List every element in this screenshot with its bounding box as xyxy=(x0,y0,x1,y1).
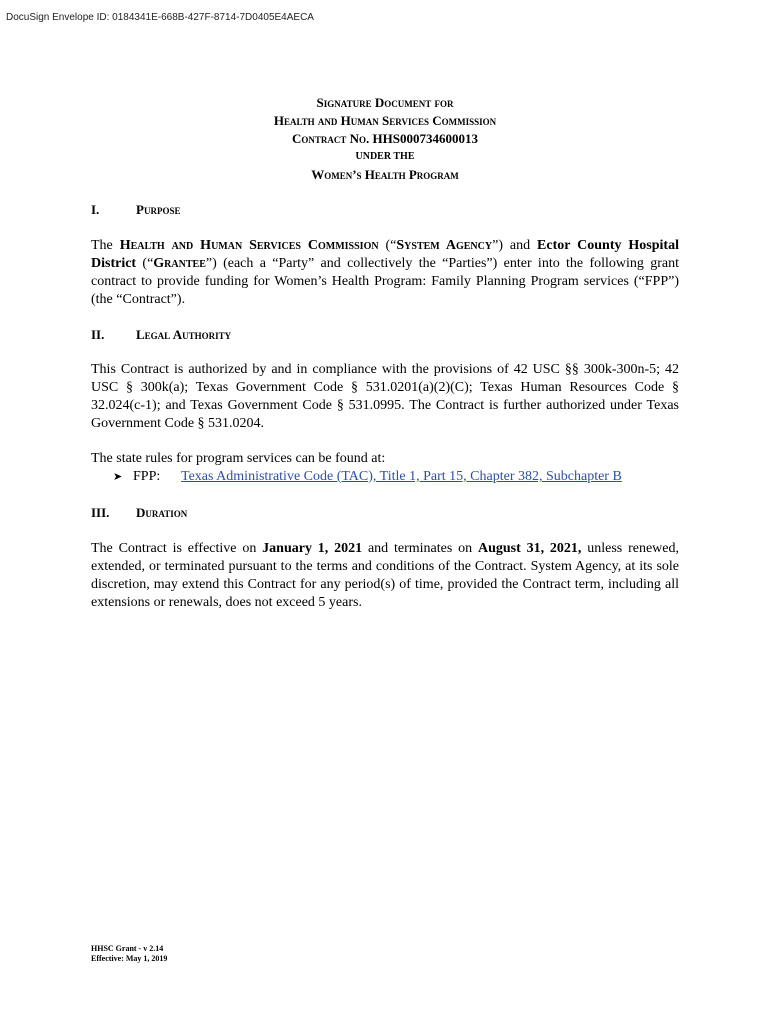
envelope-id: DocuSign Envelope ID: 0184341E-668B-427F-8714-7D0405E4AECA xyxy=(6,12,314,23)
end-date: August 31, 2021, xyxy=(477,541,582,556)
header-line-2: Health and Human Services Commission xyxy=(273,113,497,128)
section-title: Legal Authority xyxy=(136,327,232,342)
tac-link[interactable]: Texas Administrative Code (TAC), Title 1, Part 15, Chapter 382, Subchapter B xyxy=(181,469,622,484)
text-run: and terminates on xyxy=(362,541,478,556)
header-line-1: Signature Document for xyxy=(316,95,454,110)
section-number: I. xyxy=(91,202,100,217)
text-run: ”) (each a “Party” and collectively the “Parties”) enter into the following grant contract to provide funding for Women’s Health Program: Family Planning Program services (“FPP”) (the “Contract”). xyxy=(91,256,679,307)
page-footer xyxy=(91,944,167,964)
section-number: III. xyxy=(91,505,110,520)
fpp-bullet xyxy=(113,468,622,486)
section-heading-purpose xyxy=(91,202,180,218)
section-title: Duration xyxy=(136,505,188,520)
section-number: II. xyxy=(91,327,105,342)
header-line-3: Contract No. HHS000734600013 xyxy=(292,131,478,146)
footer-effective: Effective: May 1, 2019 xyxy=(91,954,168,963)
system-agency-term: System Agency xyxy=(396,238,493,253)
section-heading-legal xyxy=(91,327,231,343)
header-line-5: Women’s Health Program xyxy=(311,167,459,182)
text-run: The Contract is effective on xyxy=(91,541,263,556)
text-run: unless renewed, extended, or terminated pursuant to the terms and conditions of the Contract. System Agency, at its sole discretion, may extend this Contract for any period(s) of time, provided the Contract term, including all extensions or renewals, does not exceed 5 years. xyxy=(91,541,679,610)
bullet-label: FPP: xyxy=(133,469,161,484)
section-title: Purpose xyxy=(136,202,181,217)
grantee-name: Ector County Hospital District xyxy=(91,238,679,271)
header-line-4: UNDER THE xyxy=(355,151,415,162)
state-rules-paragraph: The state rules for program services can be found at: xyxy=(91,451,386,466)
text-run: (“ xyxy=(136,256,154,271)
text-run: (“ xyxy=(378,238,397,253)
footer-version: HHSC Grant - v 2.14 xyxy=(91,944,164,953)
section-heading-duration xyxy=(91,505,187,521)
duration-paragraph xyxy=(91,540,679,612)
document-header xyxy=(0,94,770,184)
start-date: January 1, 2021 xyxy=(262,541,363,556)
grantee-term: Grantee xyxy=(153,256,206,271)
arrow-bullet-icon: ➤ xyxy=(113,471,123,483)
purpose-paragraph xyxy=(91,237,679,309)
text-run: The xyxy=(91,238,113,253)
text-run: ”) and xyxy=(492,238,538,253)
agency-name: Health and Human Services Commission xyxy=(119,238,379,253)
legal-paragraph: This Contract is authorized by and in compliance with the provisions of 42 USC §§ 300k-300n-5; 42 USC § 300k(a); Texas Government Code § 531.0201(a)(2)(C); Texas Human Resources Code § 32.024(c-1); and Texas Government Code § 531.0995. The Contract is further authorized under Texas Government Code § 531.0204. xyxy=(91,362,679,431)
